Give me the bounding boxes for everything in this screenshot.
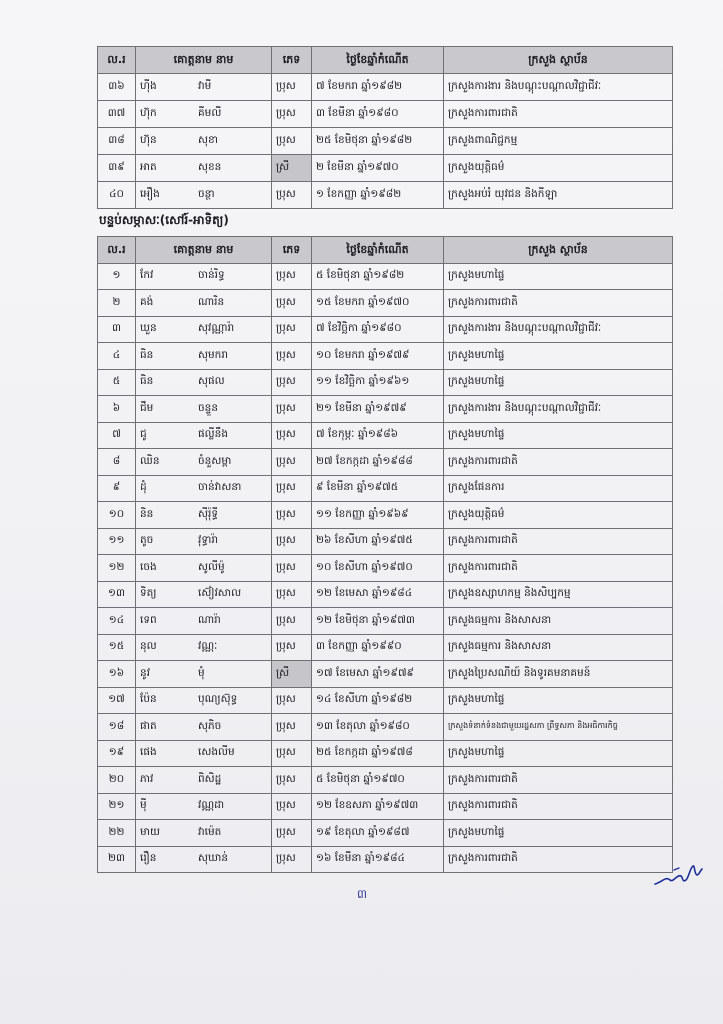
header-name: គោត្តនាម នាម bbox=[136, 47, 272, 74]
row-number: ៣៨ bbox=[98, 128, 136, 155]
sex: ប្រុស bbox=[272, 528, 312, 555]
row-number: ១៩ bbox=[98, 740, 136, 767]
applicant-table-1 bbox=[97, 46, 673, 209]
first-name: ចាន់វាសនា bbox=[198, 481, 242, 494]
full-name bbox=[136, 555, 272, 582]
date-of-birth: ១៩ ខែតុលា ឆ្នាំ១៩៨៧ bbox=[312, 820, 444, 847]
sex: ប្រុស bbox=[272, 290, 312, 317]
date-of-birth: ១២ ខែមេសា ឆ្នាំ១៩៨៤ bbox=[312, 581, 444, 608]
first-name: ស៊ៀវសាល bbox=[198, 587, 242, 600]
table-row bbox=[98, 449, 673, 476]
full-name bbox=[136, 608, 272, 635]
date-of-birth: ២៥ ខែមិថុនា ឆ្នាំ១៩៨២ bbox=[312, 128, 444, 155]
table-row bbox=[98, 661, 673, 688]
full-name bbox=[136, 290, 272, 317]
date-of-birth: ៧ ខែវិច្ឆិកា ឆ្នាំ១៩៨០ bbox=[312, 316, 444, 343]
row-number: ៨ bbox=[98, 449, 136, 476]
full-name bbox=[136, 101, 272, 128]
ministry: ក្រសួងពាណិជ្ជកម្ម bbox=[444, 128, 673, 155]
date-of-birth: ៧ ខែកុម្ភៈ ឆ្នាំ១៩៨៦ bbox=[312, 422, 444, 449]
row-number: ៧ bbox=[98, 422, 136, 449]
full-name bbox=[136, 581, 272, 608]
first-name: សុឃាន់ bbox=[198, 852, 228, 865]
last-name: ម៉ី bbox=[140, 799, 147, 812]
applicant-table-2 bbox=[97, 236, 673, 873]
ministry: ក្រសួងមហាផ្ទៃ bbox=[444, 687, 673, 714]
last-name: ធិន bbox=[140, 375, 154, 388]
date-of-birth: ២៦ ខែសីហា ឆ្នាំ១៩៧៥ bbox=[312, 528, 444, 555]
sex: ប្រុស bbox=[272, 820, 312, 847]
table-row bbox=[98, 343, 673, 370]
table-row bbox=[98, 740, 673, 767]
ministry: ក្រសួងឧស្សាហកម្ម និងសិប្បកម្ម bbox=[444, 581, 673, 608]
last-name: ប៉ែន bbox=[140, 693, 157, 706]
last-name: ដុំ bbox=[140, 481, 147, 494]
first-name: ចន្ថា bbox=[198, 188, 215, 201]
row-number: ២១ bbox=[98, 793, 136, 820]
full-name bbox=[136, 369, 272, 396]
table-row bbox=[98, 608, 673, 635]
date-of-birth: ១៥ ខែមករា ឆ្នាំ១៩៧០ bbox=[312, 290, 444, 317]
full-name bbox=[136, 74, 272, 101]
date-of-birth: ១៣ ខែតុលា ឆ្នាំ១៩៨០ bbox=[312, 714, 444, 741]
row-number: ២ bbox=[98, 290, 136, 317]
ministry: ក្រសួងធម្មការ និងសាសនា bbox=[444, 608, 673, 635]
sex: ប្រុស bbox=[272, 634, 312, 661]
first-name: ណារិន bbox=[198, 295, 225, 308]
signature-icon bbox=[652, 858, 704, 892]
table-row bbox=[98, 581, 673, 608]
row-number: ៣៦ bbox=[98, 74, 136, 101]
last-name: ផាត bbox=[140, 719, 157, 732]
table-row bbox=[98, 528, 673, 555]
ministry: ក្រសួងការពារជាតិ bbox=[444, 528, 673, 555]
date-of-birth: ២៥ ខែកក្កដា ឆ្នាំ១៩៧៨ bbox=[312, 740, 444, 767]
last-name: នុល bbox=[140, 640, 157, 653]
ministry: ក្រសួងប្រៃសណីយ៍ និងទូរគមនាគមន៍ bbox=[444, 661, 673, 688]
first-name: សុភិច bbox=[198, 719, 222, 732]
first-name: មុំ bbox=[198, 666, 205, 679]
last-name: ហ៊ុក bbox=[140, 107, 157, 120]
row-number: ១៥ bbox=[98, 634, 136, 661]
row-number: ៥ bbox=[98, 369, 136, 396]
row-number: ២៣ bbox=[98, 846, 136, 873]
sex: ប្រុស bbox=[272, 475, 312, 502]
date-of-birth: ១២ ខែមិថុនា ឆ្នាំ១៩៧៣ bbox=[312, 608, 444, 635]
table-header-row bbox=[98, 237, 673, 264]
full-name bbox=[136, 793, 272, 820]
date-of-birth: ២៧ ខែកក្កដា ឆ្នាំ១៩៨៨ bbox=[312, 449, 444, 476]
full-name bbox=[136, 740, 272, 767]
header-dob: ថ្ងៃខែឆ្នាំកំណើត bbox=[312, 237, 444, 264]
row-number: ៣៩ bbox=[98, 155, 136, 182]
ministry: ក្រសួងផែនការ bbox=[444, 475, 673, 502]
table-row bbox=[98, 101, 673, 128]
row-number: ១ bbox=[98, 263, 136, 290]
sex: ប្រុស bbox=[272, 767, 312, 794]
date-of-birth: ១០ ខែមករា ឆ្នាំ១៩៧៩ bbox=[312, 343, 444, 370]
full-name bbox=[136, 661, 272, 688]
row-number: ៩ bbox=[98, 475, 136, 502]
date-of-birth: ១៧ ខែមេសា ឆ្នាំ១៩៧៩ bbox=[312, 661, 444, 688]
date-of-birth: ៧ ខែមករា ឆ្នាំ១៩៨២ bbox=[312, 74, 444, 101]
full-name bbox=[136, 343, 272, 370]
first-name: សុវណ្ណារ៉ា bbox=[198, 322, 235, 335]
sex: ប្រុស bbox=[272, 687, 312, 714]
first-name: សុមករា bbox=[198, 348, 228, 361]
ministry: ក្រសួងមហាផ្ទៃ bbox=[444, 422, 673, 449]
first-name: ផល្លីនឹង bbox=[198, 428, 228, 441]
date-of-birth: ១១ ខែកញ្ញា ឆ្នាំ១៩៦៩ bbox=[312, 502, 444, 529]
table-row bbox=[98, 820, 673, 847]
ministry: ក្រសួងការពារជាតិ bbox=[444, 767, 673, 794]
last-name: កែវ bbox=[140, 269, 154, 282]
ministry: ក្រសួងការពារជាតិ bbox=[444, 846, 673, 873]
row-number: ៤០ bbox=[98, 182, 136, 209]
table-row bbox=[98, 290, 673, 317]
last-name: អាត bbox=[140, 161, 157, 174]
date-of-birth: ២១ ខែមីនា ឆ្នាំ១៩៧៩ bbox=[312, 396, 444, 423]
date-of-birth: ១៤ ខែសីហា ឆ្នាំ១៩៨២ bbox=[312, 687, 444, 714]
header-dob: ថ្ងៃខែឆ្នាំកំណើត bbox=[312, 47, 444, 74]
sex: ប្រុស bbox=[272, 74, 312, 101]
row-number: ១៣ bbox=[98, 581, 136, 608]
date-of-birth: ១២ ខែឧសភា ឆ្នាំ១៩៧៣ bbox=[312, 793, 444, 820]
table-row bbox=[98, 74, 673, 101]
last-name: អឿង bbox=[140, 188, 160, 201]
date-of-birth: ១១ ខែវិច្ឆិកា ឆ្នាំ១៩៦១ bbox=[312, 369, 444, 396]
last-name: ហ៊ុន bbox=[140, 134, 157, 147]
ministry: ក្រសួងការពារជាតិ bbox=[444, 101, 673, 128]
ministry: ក្រសួងអប់រំ យុវជន និងកីឡា bbox=[444, 182, 673, 209]
first-name: ចាន់រិទ្ធ bbox=[198, 269, 225, 282]
date-of-birth: ១០ ខែសីហា ឆ្នាំ១៩៧០ bbox=[312, 555, 444, 582]
first-name: ចំនួសម្ពា bbox=[198, 454, 232, 467]
last-name: ឃួន bbox=[140, 322, 157, 335]
date-of-birth: ១ ខែកញ្ញា ឆ្នាំ១៩៨២ bbox=[312, 182, 444, 209]
full-name bbox=[136, 263, 272, 290]
ministry: ក្រសួងមហាផ្ទៃ bbox=[444, 369, 673, 396]
sex: ស្រី bbox=[272, 155, 312, 182]
row-number: ១២ bbox=[98, 555, 136, 582]
table-row bbox=[98, 369, 673, 396]
ministry: ក្រសួងមហាផ្ទៃ bbox=[444, 820, 673, 847]
full-name bbox=[136, 449, 272, 476]
first-name: ណារ៉ា bbox=[198, 613, 221, 626]
first-name: សេងលីម bbox=[198, 746, 235, 759]
sex: ប្រុស bbox=[272, 608, 312, 635]
last-name: និន bbox=[140, 507, 154, 520]
full-name bbox=[136, 714, 272, 741]
sex: ប្រុស bbox=[272, 581, 312, 608]
table-row bbox=[98, 714, 673, 741]
row-number: ១៦ bbox=[98, 661, 136, 688]
row-number: ២០ bbox=[98, 767, 136, 794]
first-name: បុណ្យស៊ុទ្ធ bbox=[198, 693, 238, 706]
ministry: ក្រសួងការងារ និងបណ្តុះបណ្តាលវិជ្ជាជីវៈ bbox=[444, 316, 673, 343]
first-name: គីមលី bbox=[198, 107, 222, 120]
table-row bbox=[98, 793, 673, 820]
sex: ប្រុស bbox=[272, 343, 312, 370]
ministry: ក្រសួងការងារ និងបណ្តុះបណ្តាលវិជ្ជាជីវៈ bbox=[444, 74, 673, 101]
last-name: នូវ bbox=[140, 666, 150, 679]
ministry: ក្រសួងការពារជាតិ bbox=[444, 290, 673, 317]
table-header-row bbox=[98, 47, 673, 74]
ministry: ក្រសួងមហាផ្ទៃ bbox=[444, 343, 673, 370]
last-name: រឿន bbox=[140, 852, 157, 865]
sex: ប្រុស bbox=[272, 714, 312, 741]
full-name bbox=[136, 846, 272, 873]
sex: ប្រុស bbox=[272, 101, 312, 128]
sex: ប្រុស bbox=[272, 263, 312, 290]
row-number: ១០ bbox=[98, 502, 136, 529]
sex: ប្រុស bbox=[272, 369, 312, 396]
table-row bbox=[98, 767, 673, 794]
full-name bbox=[136, 396, 272, 423]
sex: ប្រុស bbox=[272, 449, 312, 476]
header-no: ល.រ bbox=[98, 47, 136, 74]
date-of-birth: ៥ ខែមិថុនា ឆ្នាំ១៩៧០ bbox=[312, 767, 444, 794]
table-row bbox=[98, 634, 673, 661]
row-number: ១៧ bbox=[98, 687, 136, 714]
first-name: វាម៉េត bbox=[198, 825, 222, 838]
ministry: ក្រសួងមហាផ្ទៃ bbox=[444, 263, 673, 290]
last-name: ជូ bbox=[140, 428, 147, 441]
full-name bbox=[136, 502, 272, 529]
first-name: វណ្ណដា bbox=[198, 799, 225, 812]
full-name bbox=[136, 767, 272, 794]
table-row bbox=[98, 263, 673, 290]
full-name bbox=[136, 422, 272, 449]
last-name: ធិន bbox=[140, 348, 154, 361]
ministry: ក្រសួងការងារ និងបណ្តុះបណ្តាលវិជ្ជាជីវៈ bbox=[444, 396, 673, 423]
ministry: ក្រសួងទំនាក់ទំនងជាមួយរដ្ឋសភា ព្រឹទ្ធសភា និងអធិការកិច្ច bbox=[444, 714, 673, 741]
header-sex: ភេទ bbox=[272, 237, 312, 264]
table-row bbox=[98, 128, 673, 155]
last-name: ទិត្យ bbox=[140, 587, 157, 600]
date-of-birth: ៥ ខែមិថុនា ឆ្នាំ១៩៨២ bbox=[312, 263, 444, 290]
row-number: ១៨ bbox=[98, 714, 136, 741]
full-name bbox=[136, 528, 272, 555]
first-name: សុផល bbox=[198, 375, 225, 388]
row-number: ៦ bbox=[98, 396, 136, 423]
row-number: ២២ bbox=[98, 820, 136, 847]
last-name: ចេង bbox=[140, 560, 157, 573]
first-name: ពិសិដ្ឋ bbox=[198, 772, 222, 785]
row-number: ៣៧ bbox=[98, 101, 136, 128]
page-number: ៣ bbox=[356, 887, 368, 901]
first-name: សុខា bbox=[198, 134, 218, 147]
last-name: ភាវ bbox=[140, 772, 154, 785]
sex: ប្រុស bbox=[272, 502, 312, 529]
full-name bbox=[136, 182, 272, 209]
header-ministry: ក្រសួង ស្ថាប័ន bbox=[444, 47, 673, 74]
row-number: ១៤ bbox=[98, 608, 136, 635]
first-name: សុខន bbox=[198, 161, 222, 174]
full-name bbox=[136, 155, 272, 182]
ministry: ក្រសួងការពារជាតិ bbox=[444, 449, 673, 476]
ministry: ក្រសួងយុត្តិធម៌ bbox=[444, 502, 673, 529]
sex: ប្រុស bbox=[272, 846, 312, 873]
header-no: ល.រ bbox=[98, 237, 136, 264]
full-name bbox=[136, 634, 272, 661]
last-name: ទេព bbox=[140, 613, 157, 626]
sex: ប្រុស bbox=[272, 128, 312, 155]
ministry: ក្រសួងធម្មការ និងសាសនា bbox=[444, 634, 673, 661]
header-sex: ភេទ bbox=[272, 47, 312, 74]
table-row bbox=[98, 475, 673, 502]
first-name: ស៊ីរ៉ុទ្ធី bbox=[198, 507, 218, 520]
full-name bbox=[136, 475, 272, 502]
date-of-birth: ២ ខែមីនា ឆ្នាំ១៩៧០ bbox=[312, 155, 444, 182]
last-name: ឈិន bbox=[140, 454, 160, 467]
sex: ប្រុស bbox=[272, 740, 312, 767]
full-name bbox=[136, 316, 272, 343]
sex: ប្រុស bbox=[272, 182, 312, 209]
sex: ស្រី bbox=[272, 661, 312, 688]
table-row bbox=[98, 555, 673, 582]
header-name: គោត្តនាម នាម bbox=[136, 237, 272, 264]
first-name: វុទ្ធារ៉ា bbox=[198, 534, 218, 547]
table-row bbox=[98, 155, 673, 182]
table-row bbox=[98, 502, 673, 529]
last-name: គង់ bbox=[140, 295, 154, 308]
full-name bbox=[136, 820, 272, 847]
sex: ប្រុស bbox=[272, 793, 312, 820]
full-name bbox=[136, 687, 272, 714]
date-of-birth: ៣ ខែមីនា ឆ្នាំ១៩៨០ bbox=[312, 101, 444, 128]
ministry: ក្រសួងមហាផ្ទៃ bbox=[444, 740, 673, 767]
last-name: តូច bbox=[140, 534, 154, 547]
ministry: ក្រសួងយុត្តិធម៌ bbox=[444, 155, 673, 182]
sex: ប្រុស bbox=[272, 422, 312, 449]
date-of-birth: ១៦ ខែមីនា ឆ្នាំ១៩៨៤ bbox=[312, 846, 444, 873]
table-row bbox=[98, 687, 673, 714]
sex: ប្រុស bbox=[272, 316, 312, 343]
sex: ប្រុស bbox=[272, 396, 312, 423]
first-name: សូលីម៉ូ bbox=[198, 560, 225, 573]
row-number: ១១ bbox=[98, 528, 136, 555]
last-name: ផេង bbox=[140, 746, 157, 759]
table-row bbox=[98, 316, 673, 343]
table-row bbox=[98, 846, 673, 873]
table-row bbox=[98, 396, 673, 423]
row-number: ៤ bbox=[98, 343, 136, 370]
last-name: ហ៊ីង bbox=[140, 80, 157, 93]
sex: ប្រុស bbox=[272, 555, 312, 582]
row-number: ៣ bbox=[98, 316, 136, 343]
date-of-birth: ៩ ខែមីនា ឆ្នាំ១៩៧៥ bbox=[312, 475, 444, 502]
last-name: មាយ bbox=[140, 825, 160, 838]
table-row bbox=[98, 182, 673, 209]
first-name: ចន្ទួន bbox=[198, 401, 218, 414]
ministry: ក្រសួងការពារជាតិ bbox=[444, 555, 673, 582]
first-name: វណ្ណៈ bbox=[198, 640, 218, 653]
full-name bbox=[136, 128, 272, 155]
table-row bbox=[98, 422, 673, 449]
header-ministry: ក្រសួង ស្ថាប័ន bbox=[444, 237, 673, 264]
section-title: បន្ទប់សម្ភាសៈ(សៅរ៍-អាទិត្យ) bbox=[99, 213, 229, 227]
date-of-birth: ៣ ខែកញ្ញា ឆ្នាំ១៩៩០ bbox=[312, 634, 444, 661]
first-name: វាមី bbox=[198, 80, 212, 93]
ministry: ក្រសួងការពារជាតិ bbox=[444, 793, 673, 820]
last-name: ជឹម bbox=[140, 401, 154, 414]
